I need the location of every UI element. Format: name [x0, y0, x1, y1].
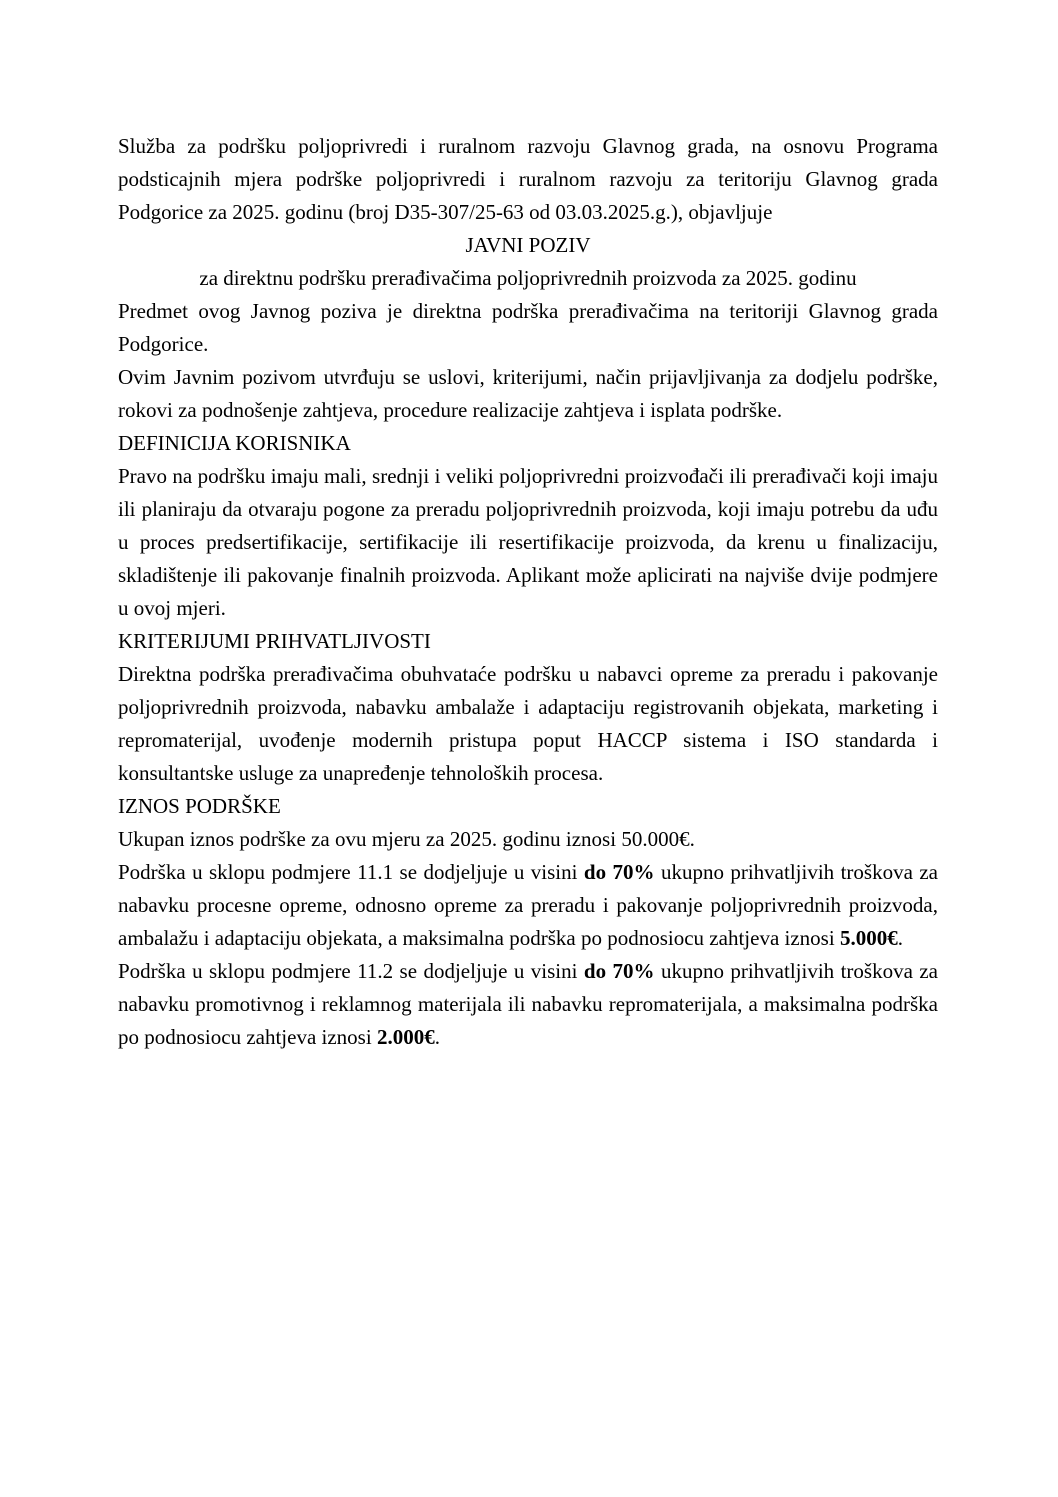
podmjera-11-1-text-pre: Podrška u sklopu podmjere 11.1 se dodjeljuje u visini	[118, 860, 584, 884]
podmjera-11-1-amount: 5.000€	[839, 926, 898, 950]
uslovi-paragraph: Ovim Javnim pozivom utvrđuju se uslovi, kriterijumi, način prijavljivanja za dodjelu podrške, rokovi za podnošenje zahtjeva, procedure realizacije zahtjeva i isplata podrške.	[118, 365, 938, 422]
podmjera-11-2-amount: 2.000€	[376, 1025, 435, 1049]
ukupan-iznos-paragraph: Ukupan iznos podrške za ovu mjeru za 2025. godinu iznosi 50.000€.	[118, 827, 695, 851]
section-heading-iznos-podrske: IZNOS PODRŠKE	[118, 794, 281, 818]
section-heading-kriterijumi-prihvatljivosti: KRITERIJUMI PRIHVATLJIVOSTI	[118, 629, 431, 653]
document-subtitle: za direktnu podršku prerađivačima poljoprivrednih proizvoda za 2025. godinu	[199, 266, 857, 290]
podmjera-11-1-text-post: .	[897, 926, 903, 950]
podmjera-11-1-text-mid: ukupno prihvatljivih troškova za nabavku procesne opreme, odnosno opreme za preradu i pakovanje poljoprivrednih proizvoda, ambalažu i adaptaciju objekata, a maksimalna podrška po podnosiocu zahtjeva iznosi	[118, 860, 938, 950]
document-title: JAVNI POZIV	[465, 233, 591, 257]
intro-paragraph: Služba za podršku poljoprivredi i ruralnom razvoju Glavnog grada, na osnovu Programa podsticajnih mjera podrške poljoprivredi i ruralnom razvoju za teritoriju Glavnog grada Podgorice za 2025. godinu (broj D35-307/25-63 od 03.03.2025.g.), objavljuje	[118, 134, 938, 224]
podmjera-11-2-text-pre: Podrška u sklopu podmjere 11.2 se dodjeljuje u visini	[118, 959, 584, 983]
definicija-korisnika-paragraph: Pravo na podršku imaju mali, srednji i veliki poljoprivredni proizvođači ili prerađivači koji imaju ili planiraju da otvaraju pogone za preradu poljoprivrednih proizvoda, koji imaju potrebu da uđu u proces predsertifikacije, sertifikacije ili resertifikacije proizvoda, da krenu u finalizaciju, skladištenje ili pakovanje finalnih proizvoda. Aplikant može aplicirati na najviše dvije podmjere u ovoj mjeri.	[118, 464, 938, 620]
section-heading-definicija-korisnika: DEFINICIJA KORISNIKA	[118, 431, 351, 455]
predmet-paragraph: Predmet ovog Javnog poziva je direktna podrška prerađivačima na teritoriji Glavnog grada Podgorice.	[118, 299, 938, 356]
podmjera-11-2-text-post: .	[434, 1025, 440, 1049]
podmjera-11-1-percentage: do 70%	[583, 860, 655, 884]
podmjera-11-1-paragraph	[118, 856, 938, 955]
podmjera-11-2-paragraph	[118, 955, 938, 1054]
podmjera-11-2-percentage: do 70%	[583, 959, 655, 983]
podmjera-11-2-text-mid: ukupno prihvatljivih troškova za nabavku promotivnog i reklamnog materijala ili nabavku repromaterijala, a maksimalna podrška po podnosiocu zahtjeva iznosi	[118, 959, 938, 1049]
kriterijumi-prihvatljivosti-paragraph: Direktna podrška prerađivačima obuhvataće podršku u nabavci opreme za preradu i pakovanje poljoprivrednih proizvoda, nabavku ambalaže i adaptaciju registrovanih objekata, marketing i repromaterijal, uvođenje modernih pristupa poput HACCP sistema i ISO standarda i konsultantske usluge za unapređenje tehnoloških procesa.	[118, 662, 938, 785]
